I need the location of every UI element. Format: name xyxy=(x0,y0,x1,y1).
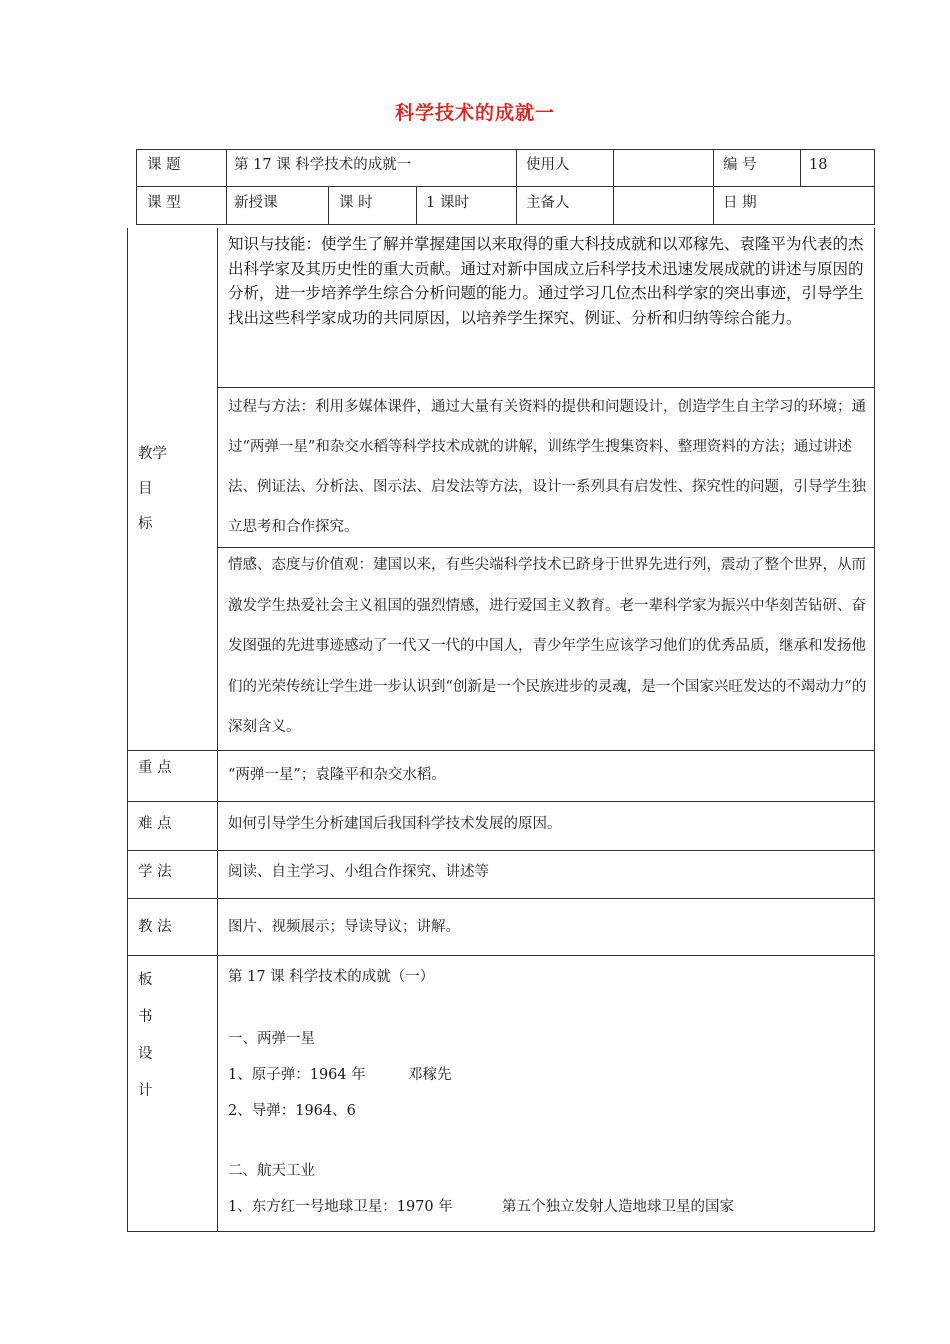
board-heading: 第 17 课 科学技术的成就（一） xyxy=(228,969,435,985)
objective-process: 过程与方法：利用多媒体课件，通过大量有关资料的提供和问题设计，创造学生自主学习的环境；通过“两弹一星”和杂交水稻等科学技术成就的讲解，训练学生搜集资料、整理资料的方法；通过讲述法、例证法、分析法、图示法、启发法等方法，设计一系列具有启发性、探究性的问题，引导学生独立思考和合作探究。 xyxy=(228,399,866,535)
board-label: 板 书 设 计 xyxy=(138,972,153,1099)
lesson-topic-label: 课 题 xyxy=(147,157,181,173)
teach-method-label: 教 法 xyxy=(138,919,172,935)
number-value: 18 xyxy=(809,157,828,173)
date-label: 日 期 xyxy=(723,195,757,211)
board-item-1-person: 邓稼先 xyxy=(408,1067,452,1083)
period-label: 课 时 xyxy=(339,195,373,211)
board-section-1: 一、两弹一星 xyxy=(228,1031,315,1047)
difficulties-value: 如何引导学生分析建国后我国科学技术发展的原因。 xyxy=(228,816,562,832)
study-method-label: 学 法 xyxy=(138,864,172,880)
key-points-value: “两弹一星”；袁隆平和杂交水稻。 xyxy=(228,767,446,783)
lesson-topic-value: 第 17 课 科学技术的成就一 xyxy=(234,157,412,173)
board-item-3: 1、东方红一号地球卫星：1970 年 xyxy=(228,1199,453,1215)
preparer-label: 主备人 xyxy=(526,195,570,211)
board-item-1: 1、原子弹：1964 年 xyxy=(228,1067,366,1083)
period-value: 1 课时 xyxy=(426,195,469,211)
number-label: 编 号 xyxy=(723,157,757,173)
objective-knowledge: 知识与技能：使学生了解并掌握建国以来取得的重大科技成就和以邓稼先、袁隆平为代表的杰出科学家及其历史性的重大贡献。通过对新中国成立后科学技术迅速发展成就的讲述与原因的分析，进一步培养学生综合分析问题的能力。通过学习几位杰出科学家的突出事迹，引导学生找出这些科学家成功的共同原因，以培养学生探究、例证、分析和归纳等综合能力。 xyxy=(228,235,864,327)
board-item-2: 2、导弹：1964、6 xyxy=(228,1103,356,1119)
teach-method-value: 图片、视频展示；导读导议；讲解。 xyxy=(228,919,460,935)
difficulties-label: 难 点 xyxy=(138,816,172,832)
board-item-3-note: 第五个独立发射人造地球卫星的国家 xyxy=(502,1199,734,1215)
user-label: 使用人 xyxy=(526,157,570,173)
objectives-label: 教学 目 标 xyxy=(138,446,167,532)
objective-emotion: 情感、态度与价值观：建国以来，有些尖端科学技术已跻身于世界先进行列，震动了整个世界，从而激发学生热爱社会主义祖国的强烈情感，进行爱国主义教育。老一辈科学家为振兴中华刻苦钻研、奋发图强的先进事迹感动了一代又一代的中国人，青少年学生应该学习他们的优秀品质，继承和发扬他们的光荣传统让学生进一步认识到“创新是一个民族进步的灵魂，是一个国家兴旺发达的不竭动力”的深刻含义。 xyxy=(228,557,867,735)
document-title: 科学技术的成就一 xyxy=(394,102,555,124)
lesson-type-value: 新授课 xyxy=(234,195,278,211)
lesson-type-label: 课 型 xyxy=(147,195,181,211)
board-section-2: 二、航天工业 xyxy=(228,1163,315,1179)
key-points-label: 重 点 xyxy=(138,760,172,776)
study-method-value: 阅读、自主学习、小组合作探究、讲述等 xyxy=(228,864,489,880)
